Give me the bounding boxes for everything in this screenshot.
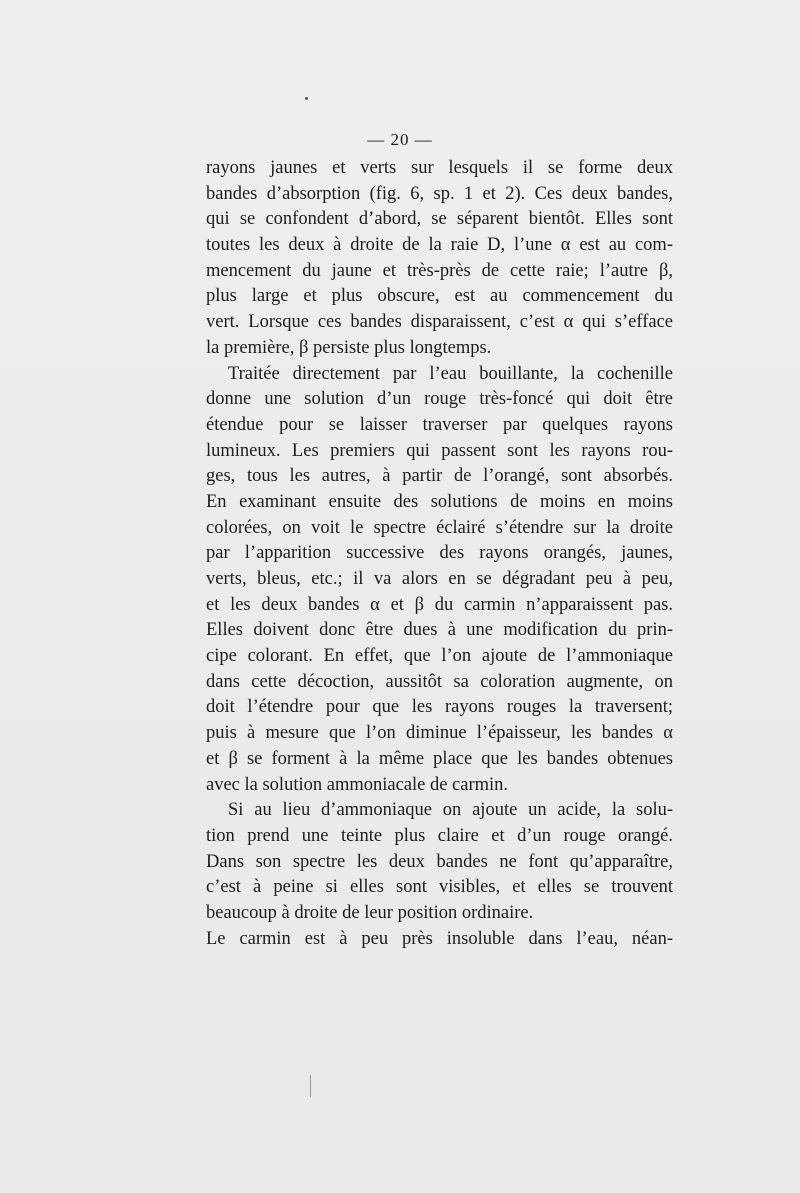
text-line: étendue pour se laisser traverser par quelques rayons [206,414,673,435]
text-line: Dans son spectre les deux bandes ne font qu’apparaître, [206,851,673,872]
text-line: et les deux bandes α et β du carmin n’apparaissent pas. [206,594,673,615]
text-line: Si au lieu d’ammoniaque on ajoute un acide, la solu- [228,800,673,821]
text-line: ges, tous les autres, à partir de l’orangé, sont absorbés. [206,466,673,487]
body-text [206,156,673,952]
text-line: Traitée directement par l’eau bouillante, la cochenille [228,363,673,384]
text-line: Le carmin est à peu près insoluble dans l’eau, néan- [206,928,673,949]
text-line: dans cette décoction, aussitôt sa coloration augmente, on [206,671,673,692]
text-line: doit l’étendre pour que les rayons rouges la traversent; [206,697,673,718]
text-line: cipe colorant. En effet, que l’on ajoute de l’ammoniaque [206,646,673,667]
text-line: par l’apparition successive des rayons orangés, jaunes, [206,543,673,564]
text-line: avec la solution ammoniacale de carmin. [206,774,509,795]
text-line: la première, β persiste plus longtemps. [206,337,492,358]
text-line: beaucoup à droite de leur position ordinaire. [206,902,534,923]
text-line: lumineux. Les premiers qui passent sont les rayons rou- [206,440,673,461]
text-line: puis à mesure que l’on diminue l’épaisseur, les bandes α [206,723,673,744]
page-number: — 20 — [367,130,433,149]
text-line: c’est à peine si elles sont visibles, et elles se trouvent [206,877,673,898]
text-line: et β se forment à la même place que les bandes obtenues [206,748,673,769]
text-line: verts, bleus, etc.; il va alors en se dégradant peu à peu, [206,569,673,589]
text-line: plus large et plus obscure, est au commencement du [206,286,673,307]
text-line: bandes d’absorption (fig. 6, sp. 1 et 2). Ces deux bandes, [206,183,673,204]
paper-mark [310,1075,311,1097]
ink-speck [305,97,308,100]
text-line: tion prend une teinte plus claire et d’un rouge orangé. [206,825,673,846]
text-line: rayons jaunes et verts sur lesquels il se forme deux [206,158,673,178]
text-line: colorées, on voit le spectre éclairé s’étendre sur la droite [206,517,673,538]
text-line: donne une solution d’un rouge très-foncé qui doit être [206,389,673,410]
text-line: En examinant ensuite des solutions de moins en moins [206,491,673,512]
text-line: qui se confondent d’abord, se séparent bientôt. Elles sont [206,209,673,230]
text-line: Elles doivent donc être dues à une modification du prin- [206,620,673,641]
text-line: mencement du jaune et très-près de cette raie; l’autre β, [206,260,673,281]
text-line: toutes les deux à droite de la raie D, l’une α est au com- [206,235,673,256]
text-line: vert. Lorsque ces bandes disparaissent, c’est α qui s’efface [206,312,673,333]
